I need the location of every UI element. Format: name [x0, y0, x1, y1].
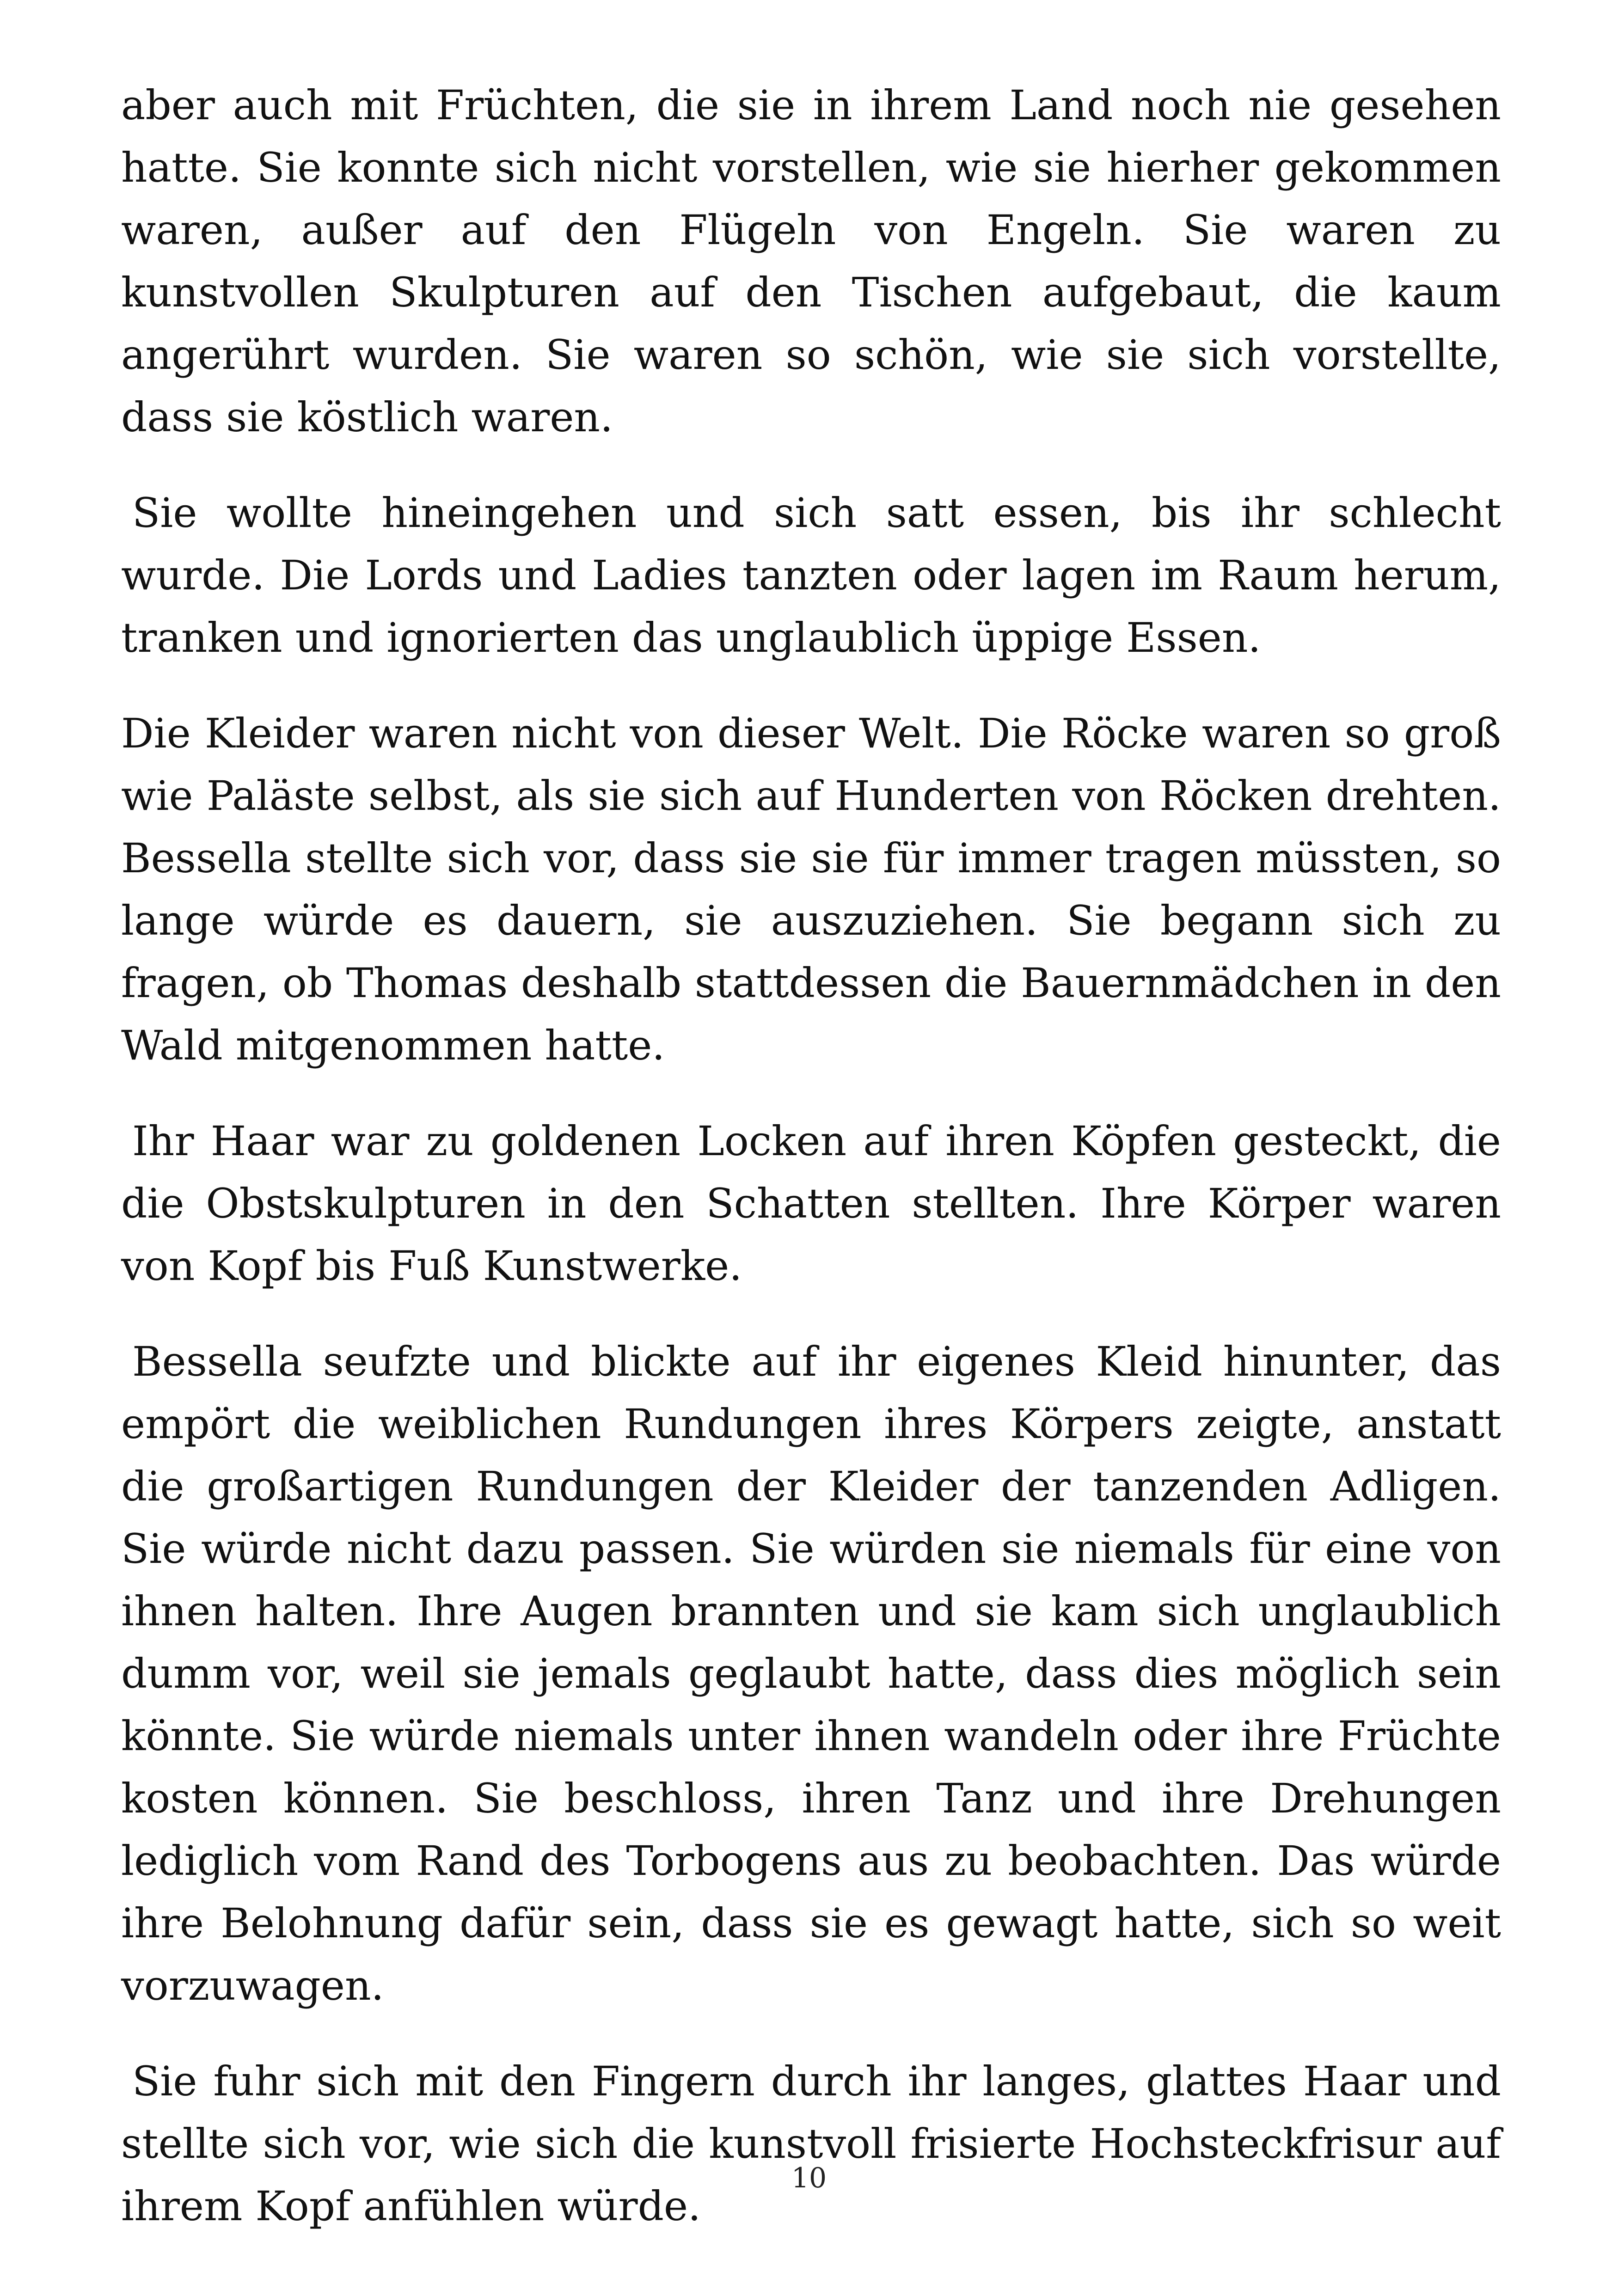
paragraph: Bessella seufzte und blickte auf ihr eigenes Kleid hinunter, das empört die weiblichen Rundungen ihres Körpers zeigte, anstatt die großartigen Rundungen der Kleider der tanzenden Adligen. Sie würde nicht dazu passen. Sie würden sie niemals für eine von ihnen halten. Ihre Augen brannten und sie kam sich unglaublich dumm vor, weil sie jemals geglaubt hatte, dass dies möglich sein könnte. Sie würde niemals unter ihnen wandeln oder ihre Früchte kosten können. Sie beschloss, ihren Tanz und ihre Drehungen lediglich vom Rand des Torbogens aus zu beobachten. Das würde ihre Belohnung dafür sein, dass sie es gewagt hatte, sich so weit vorzuwagen. — [121, 1338, 1501, 2009]
paragraph: Die Kleider waren nicht von dieser Welt. Die Röcke waren so groß wie Paläste selbst, als sie sich auf Hunderten von Röcken drehten. Bessella stellte sich vor, dass sie sie für immer tragen müssten, so lange würde es dauern, sie auszuziehen. Sie begann sich zu fragen, ob Thomas deshalb stattdessen die Bauernmädchen in den Wald mitgenommen hatte. — [121, 710, 1501, 1069]
paragraph: Sie fuhr sich mit den Fingern durch ihr langes, glattes Haar und stellte sich vor, wie sich die kunstvoll frisierte Hochsteckfrisur auf ihrem Kopf anfühlen würde. — [121, 2057, 1501, 2230]
paragraph: Ihr Haar war zu goldenen Locken auf ihren Köpfen gesteckt, die die Obstskulpturen in den Schatten stellten. Ihre Körper waren von Kopf bis Fuß Kunstwerke. — [121, 1117, 1501, 1290]
page-number: 10 — [791, 2162, 827, 2194]
paragraph: aber auch mit Früchten, die sie in ihrem Land noch nie gesehen hatte. Sie konnte sich nicht vorstellen, wie sie hierher gekommen waren, außer auf den Flügeln von Engeln. Sie waren zu kunstvollen Skulpturen auf den Tischen aufgebaut, die kaum angerührt wurden. Sie waren so schön, wie sie sich vorstellte, dass sie köstlich waren. — [121, 81, 1501, 441]
paragraph: Sie wollte hineingehen und sich satt essen, bis ihr schlecht wurde. Die Lords und Ladies tanzten oder lagen im Raum herum, tranken und ignorierten das unglaublich üppige Essen. — [121, 489, 1501, 661]
body-text — [121, 74, 1501, 2271]
